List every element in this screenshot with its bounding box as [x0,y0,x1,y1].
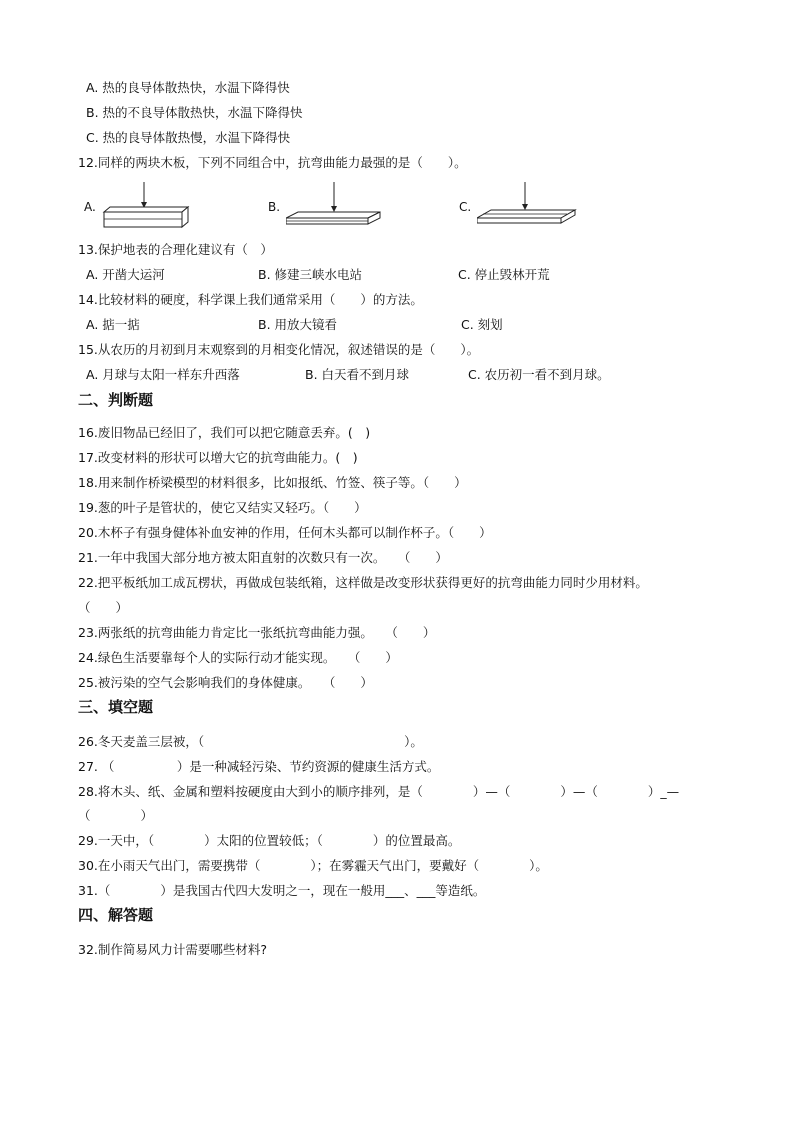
q15-option-a: A. 月球与太阳一样东升西落 [86,367,240,382]
q11-option-c: C. 热的良导体散热慢，水温下降得快 [86,130,291,145]
q13-text: 13.保护地表的合理化建议有（ ） [78,242,273,257]
q12-figure-b [268,182,378,232]
judge-item: 20.木杯子有强身健体补血安神的作用，任何木头都可以制作杯子。（ ） [78,525,492,540]
q15-text: 15.从农历的月初到月末观察到的月相变化情况，叙述错误的是（ ）。 [78,342,480,357]
q15-option-b: B. 白天看不到月球 [305,367,410,382]
judge-item: 22.把平板纸加工成瓦楞状，再做成包装纸箱，这样做是改变形状获得更好的抗弯曲能力同时少用材料。 [78,575,648,590]
offset-boards-icon [477,182,577,232]
flat-boards-icon [286,182,386,232]
q12-text: 12.同样的两块木板，下列不同组合中，抗弯曲能力最强的是（ ）。 [78,155,467,170]
fill-item: 27. （ ）是一种减轻污染、节约资源的健康生活方式。 [78,759,440,774]
q14-text: 14.比较材料的硬度，科学课上我们通常采用（ ）的方法。 [78,292,423,307]
stacked-boards-icon [102,182,192,232]
judge-item: 16.废旧物品已经旧了，我们可以把它随意丢弃。( ) [78,425,371,440]
fill-item: 26.冬天麦盖三层被，（ ）。 [78,734,423,749]
judge-item: 21.一年中我国大部分地方被太阳直射的次数只有一次。 （ ） [78,550,448,565]
q12-figure-c [459,182,569,232]
fill-item-continued: （ ） [78,808,154,823]
fill-item: 31.（ ）是我国古代四大发明之一，现在一般用___、___等造纸。 [78,883,486,898]
q14-option-b: B. 用放大镜看 [258,317,338,332]
q13-option-b: B. 修建三峡水电站 [258,267,363,282]
judge-item: 19.葱的叶子是管状的，使它又结实又轻巧。（ ） [78,500,367,515]
q12-label-c: C. [459,200,472,214]
q12-label-b: B. [268,200,281,214]
q11-option-b: B. 热的不良导体散热快，水温下降得快 [86,105,303,120]
q13-option-a: A. 开凿大运河 [86,267,165,282]
section-answer-heading: 四、解答题 [78,906,154,924]
judge-item: 18.用来制作桥梁模型的材料很多，比如报纸、竹签、筷子等。（ ） [78,475,467,490]
section-judgment-heading: 二、判断题 [78,391,154,409]
fill-item: 28.将木头、纸、金属和塑料按硬度由大到小的顺序排列，是（ ）—（ ）—（ ）_— [78,784,680,799]
judge-item: 23.两张纸的抗弯曲能力肯定比一张纸抗弯曲能力强。 （ ） [78,625,436,640]
section-fill-heading: 三、填空题 [78,698,154,716]
fill-item: 30.在小雨天气出门，需要携带（ ）；在雾霾天气出门，要戴好（ ）。 [78,858,548,873]
judge-item-continued: （ ） [78,600,129,615]
q11-option-a: A. 热的良导体散热快，水温下降得快 [86,80,290,95]
q12-figure-a [84,182,194,232]
q14-option-c: C. 刻划 [461,317,503,332]
fill-item: 29.一天中，（ ）太阳的位置较低；（ ）的位置最高。 [78,833,461,848]
q14-option-a: A. 掂一掂 [86,317,140,332]
q15-option-c: C. 农历初一看不到月球。 [468,367,610,382]
judge-item: 24.绿色生活要靠每个人的实际行动才能实现。 （ ） [78,650,398,665]
q13-option-c: C. 停止毁林开荒 [458,267,550,282]
judge-item: 17.改变材料的形状可以增大它的抗弯曲能力。( ) [78,450,358,465]
q12-label-a: A. [84,200,96,214]
judge-item: 25.被污染的空气会影响我们的身体健康。 （ ） [78,675,373,690]
q32-text: 32.制作简易风力计需要哪些材料? [78,942,268,957]
